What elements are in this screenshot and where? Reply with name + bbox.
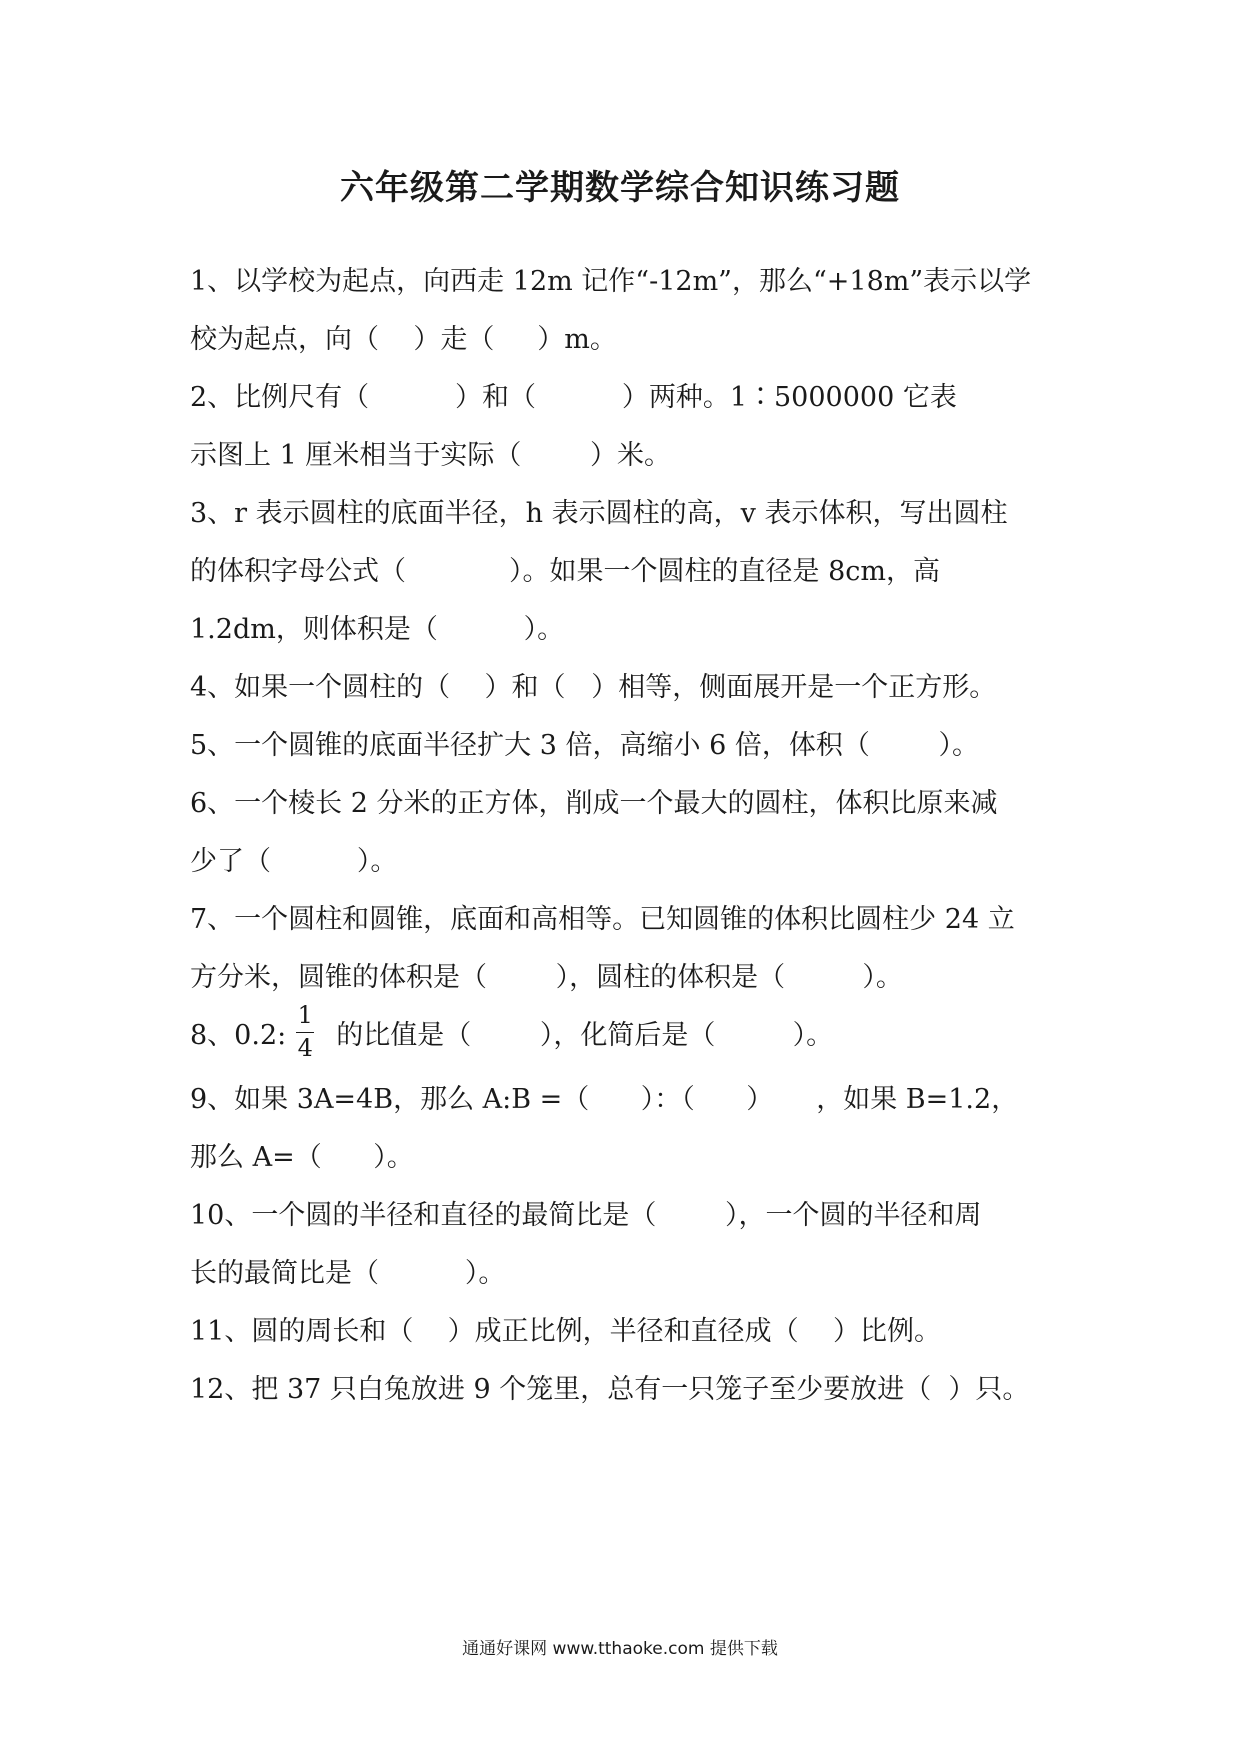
question-5: 5、一个圆锥的底面半径扩大 3 倍，高缩小 6 倍，体积（ ）。 (190, 729, 980, 761)
question-3-line-2: 的体积字母公式（ ）。如果一个圆柱的直径是 8cm，高 (190, 555, 940, 587)
question-10-line-2: 长的最简比是（ ）。 (190, 1257, 506, 1289)
question-3-line-1: 3、r 表示圆柱的底面半径，h 表示圆柱的高，v 表示体积，写出圆柱 (190, 497, 1008, 529)
question-8 (190, 1001, 1060, 1062)
question-9-line-1: 9、如果 3A=4B，那么 A:B =（ ）：（ ） ，如果 B=1.2， (190, 1083, 1019, 1115)
question-9-line-2: 那么 A=（ ）。 (190, 1141, 414, 1173)
question-2-line-1: 2、比例尺有（ ）和（ ）两种。1∶5000000 它表 (190, 381, 957, 413)
fraction-denominator: 4 (297, 1033, 313, 1062)
question-6-line-2: 少了（ ）。 (190, 845, 398, 877)
fraction-one-quarter (296, 1003, 314, 1060)
question-11: 11、圆的周长和（ ）成正比例，半径和直径成（ ）比例。 (190, 1315, 942, 1347)
question-6-line-1: 6、一个棱长 2 分米的正方体，削成一个最大的圆柱，体积比原来减 (190, 787, 998, 819)
question-1-line-2: 校为起点，向（ ）走（ ）m。 (190, 323, 617, 355)
question-1-line-1: 1、以学校为起点，向西走 12m 记作“-12m”，那么“+18m”表示以学 (190, 265, 1032, 297)
question-7-line-2: 方分米，圆锥的体积是（ ），圆柱的体积是（ ）。 (190, 961, 903, 993)
fraction-bar (296, 1032, 314, 1033)
footer-credit: 通通好课网 www.tthaoke.com 提供下载 (462, 1639, 778, 1659)
question-12: 12、把 37 只白兔放进 9 个笼里，总有一只笼子至少要放进（ ）只。 (190, 1373, 1030, 1405)
question-8-suffix: 的比值是（ ），化简后是（ ）。 (336, 1019, 834, 1051)
question-2-line-2: 示图上 1 厘米相当于实际（ ）米。 (190, 439, 672, 471)
question-8-prefix: 8、0.2: (190, 1019, 287, 1051)
question-3-line-3: 1.2dm，则体积是（ ）。 (190, 613, 565, 645)
question-4: 4、如果一个圆柱的（ ）和（ ）相等，侧面展开是一个正方形。 (190, 671, 997, 703)
question-10-line-1: 10、一个圆的半径和直径的最简比是（ ），一个圆的半径和周 (190, 1199, 982, 1231)
question-7-line-1: 7、一个圆柱和圆锥，底面和高相等。已知圆锥的体积比圆柱少 24 立 (190, 903, 1015, 935)
fraction-numerator: 1 (297, 1001, 313, 1030)
page-title: 六年级第二学期数学综合知识练习题 (340, 168, 900, 208)
